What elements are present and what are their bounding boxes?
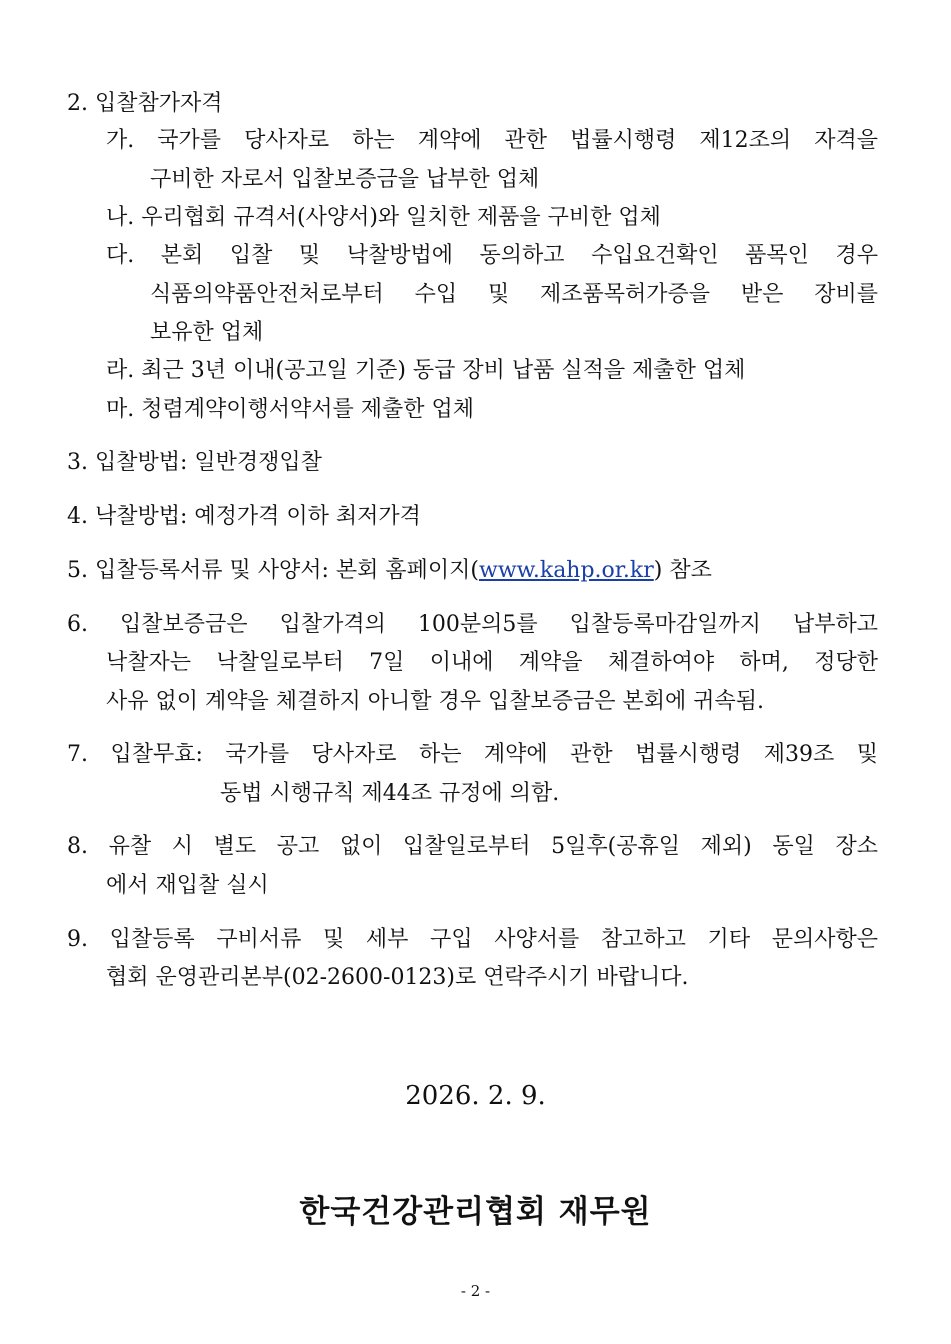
- section-2-item-ma: 마. 청렴계약이행서약서를 제출한 업체: [106, 397, 475, 422]
- homepage-link[interactable]: www.kahp.or.kr: [478, 558, 654, 583]
- section-6-line3: 사유 없이 계약을 체결하지 아니할 경우 입찰보증금은 본회에 귀속됨.: [106, 689, 764, 714]
- section-3: 3. 입찰방법: 일반경쟁입찰: [67, 450, 322, 475]
- section-8-line2: 에서 재입찰 실시: [106, 873, 269, 898]
- section-7-line2: 동법 시행규칙 제44조 규정에 의함.: [220, 781, 560, 806]
- section-7-line1: 7. 입찰무효: 국가를 당사자로 하는 계약에 관한 법률시행령 제39조 및: [67, 742, 878, 767]
- section-6-line2: 낙찰자는 낙찰일로부터 7일 이내에 계약을 체결하여야 하며, 정당한: [106, 650, 878, 675]
- section-5-suffix: ) 참조: [653, 558, 712, 583]
- section-5-prefix: 5. 입찰등록서류 및 사양서: 본회 홈페이지(: [67, 558, 479, 583]
- section-2-item-ga-line1: 가. 국가를 당사자로 하는 계약에 관한 법률시행령 제12조의 자격을: [106, 128, 878, 153]
- announcement-date: 2026. 2. 9.: [405, 1081, 546, 1111]
- section-2-item-ra: 라. 최근 3년 이내(공고일 기준) 동급 장비 납품 실적을 제출한 업체: [106, 358, 746, 383]
- section-2-item-na: 나. 우리협회 규격서(사양서)와 일치한 제품을 구비한 업체: [106, 205, 661, 230]
- section-5: [67, 557, 712, 585]
- section-2-item-da-line2: 식품의약품안전처로부터 수입 및 제조품목허가증을 받은 장비를: [150, 282, 878, 307]
- section-2-item-da-line1: 다. 본회 입찰 및 낙찰방법에 동의하고 수입요건확인 품목인 경우: [106, 243, 878, 268]
- section-4: 4. 낙찰방법: 예정가격 이하 최저가격: [67, 504, 421, 529]
- section-6-line1: 6. 입찰보증금은 입찰가격의 100분의5를 입찰등록마감일까지 납부하고: [67, 612, 878, 637]
- page-number: - 2 -: [460, 1282, 491, 1300]
- section-2-item-da-line3: 보유한 업체: [150, 320, 264, 345]
- section-2-heading: 2. 입찰참가자격: [67, 91, 223, 116]
- section-9-line2: 협회 운영관리본부(02-2600-0123)로 연락주시기 바랍니다.: [106, 965, 689, 990]
- section-9-line1: 9. 입찰등록 구비서류 및 세부 구입 사양서를 참고하고 기타 문의사항은: [67, 927, 878, 952]
- issuing-organization: 한국건강관리협회 재무원: [299, 1194, 652, 1230]
- section-2-item-ga-line2: 구비한 자로서 입찰보증금을 납부한 업체: [150, 167, 540, 192]
- section-8-line1: 8. 유찰 시 별도 공고 없이 입찰일로부터 5일후(공휴일 제외) 동일 장소: [67, 834, 878, 859]
